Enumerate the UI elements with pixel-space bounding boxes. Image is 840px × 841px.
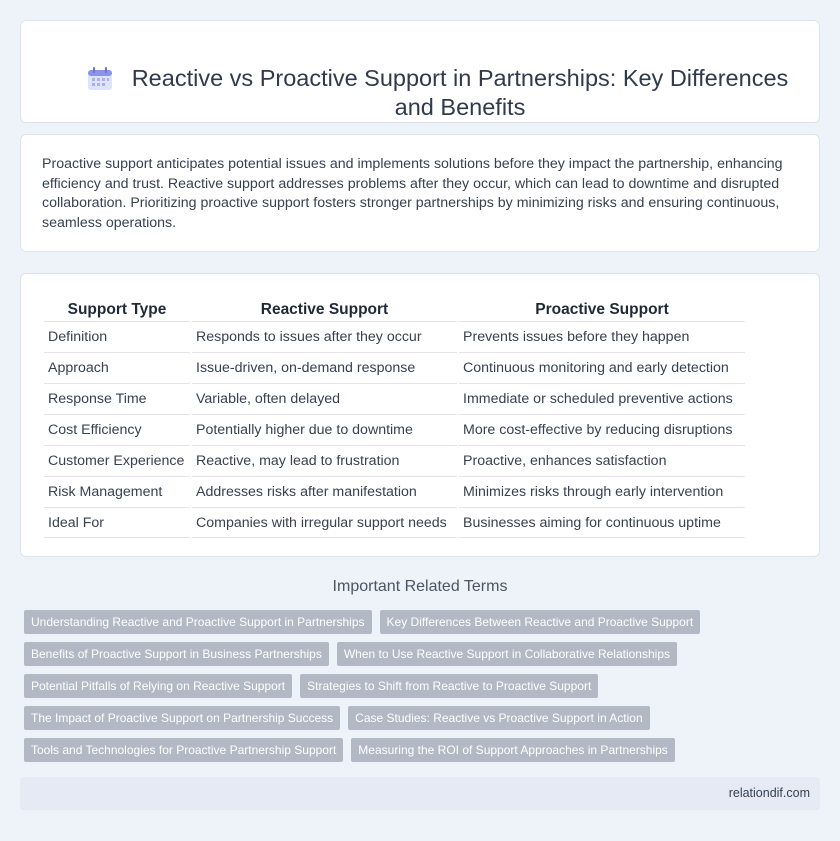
table-cell: Approach — [44, 352, 190, 383]
related-term-tag[interactable]: Potential Pitfalls of Relying on Reactive Support — [24, 674, 292, 698]
table-row — [44, 476, 745, 507]
tag-row — [24, 738, 804, 762]
table-row — [44, 321, 745, 352]
table-cell: More cost-effective by reducing disruptions — [459, 414, 745, 445]
tag-row — [24, 642, 804, 666]
footer — [20, 777, 820, 810]
title-card — [20, 20, 820, 123]
table-cell: Proactive, enhances satisfaction — [459, 445, 745, 476]
related-term-tag[interactable]: Strategies to Shift from Reactive to Proactive Support — [300, 674, 598, 698]
comparison-table — [42, 294, 747, 538]
table-row — [44, 352, 745, 383]
table-header: Reactive Support — [260, 300, 389, 318]
table-cell: Reactive, may lead to frustration — [192, 445, 457, 476]
table-row — [44, 383, 745, 414]
table-cell: Responds to issues after they occur — [192, 321, 457, 352]
table-row — [44, 414, 745, 445]
intro-text: Proactive support anticipates potential issues and implements solutions before they impact the partnership, enhancing efficiency and trust. Reactive support addresses problems after they occur, which can lead to downtime and disrupted collaboration. Prioritizing proactive support fosters stronger partnerships by minimizing risks and ensuring continuous, seamless operations. — [42, 156, 783, 231]
table-cell: Minimizes risks through early intervention — [459, 476, 745, 507]
intro-card — [20, 134, 820, 252]
table-cell: Immediate or scheduled preventive actions — [459, 383, 745, 414]
table-cell: Response Time — [44, 383, 190, 414]
table-header: Support Type — [67, 300, 167, 318]
table-cell: Companies with irregular support needs — [192, 507, 457, 538]
tag-row — [24, 610, 804, 634]
table-header-row — [44, 294, 745, 321]
table-cell: Addresses risks after manifestation — [192, 476, 457, 507]
table-cell: Risk Management — [44, 476, 190, 507]
related-term-tag[interactable]: Tools and Technologies for Proactive Partnership Support — [24, 738, 343, 762]
related-term-tag[interactable]: Key Differences Between Reactive and Proactive Support — [380, 610, 701, 634]
table-cell: Potentially higher due to downtime — [192, 414, 457, 445]
related-terms-title: Important Related Terms — [332, 578, 508, 595]
tag-row — [24, 674, 804, 698]
table-cell: Issue-driven, on-demand response — [192, 352, 457, 383]
related-term-tag[interactable]: Understanding Reactive and Proactive Support in Partnerships — [24, 610, 372, 634]
table-cell: Customer Experience — [44, 445, 190, 476]
calendar-icon — [87, 67, 113, 91]
related-terms-list — [24, 610, 804, 770]
table-row — [44, 445, 745, 476]
tag-row — [24, 706, 804, 730]
table-cell: Definition — [44, 321, 190, 352]
table-cell: Ideal For — [44, 507, 190, 538]
table-cell: Variable, often delayed — [192, 383, 457, 414]
table-row — [44, 507, 745, 538]
related-term-tag[interactable]: The Impact of Proactive Support on Partnership Success — [24, 706, 340, 730]
table-cell: Prevents issues before they happen — [459, 321, 745, 352]
table-cell: Continuous monitoring and early detection — [459, 352, 745, 383]
table-header: Proactive Support — [535, 300, 669, 318]
related-term-tag[interactable]: Case Studies: Reactive vs Proactive Support in Action — [348, 706, 649, 730]
related-term-tag[interactable]: When to Use Reactive Support in Collaborative Relationships — [337, 642, 677, 666]
table-cell: Businesses aiming for continuous uptime — [459, 507, 745, 538]
page-title: Reactive vs Proactive Support in Partnerships: Key Differences and Benefits — [131, 65, 789, 120]
table-cell: Cost Efficiency — [44, 414, 190, 445]
related-term-tag[interactable]: Benefits of Proactive Support in Business Partnerships — [24, 642, 329, 666]
footer-site-link[interactable]: relationdif.com — [728, 786, 810, 800]
related-term-tag[interactable]: Measuring the ROI of Support Approaches in Partnerships — [351, 738, 675, 762]
comparison-card — [20, 273, 820, 557]
table-body — [44, 321, 745, 538]
